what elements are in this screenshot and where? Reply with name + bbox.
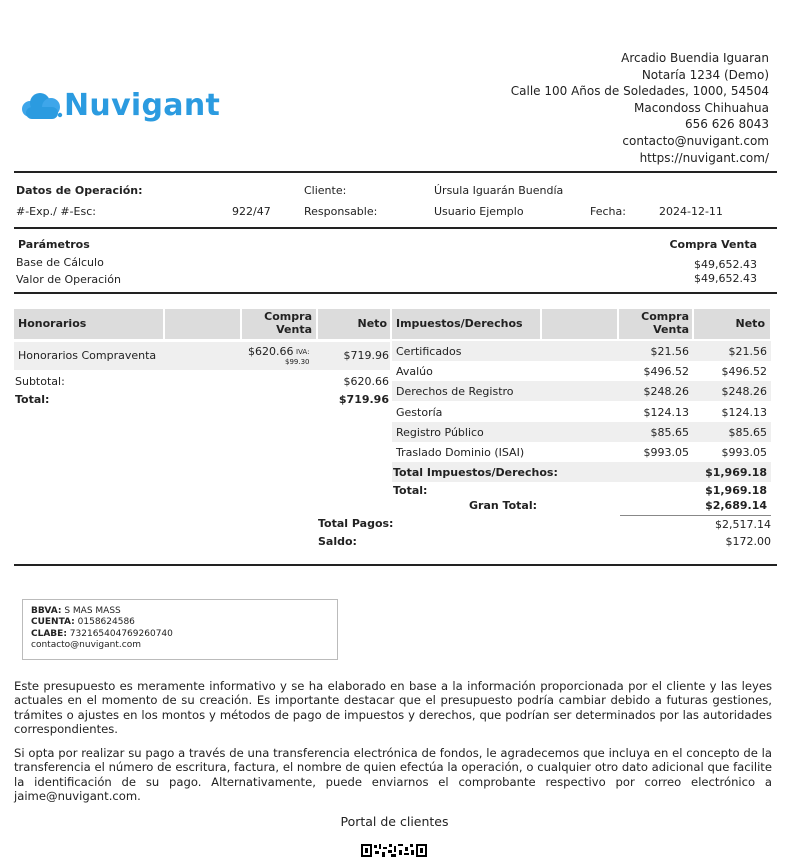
- clabe-row: [31, 629, 329, 640]
- account-label: CUENTA:: [31, 617, 75, 628]
- grand-total-value: $2,689.14: [705, 499, 767, 512]
- issuer-city: Macondoss Chihuahua: [634, 100, 769, 115]
- fee-iva-label: IVA:: [296, 348, 310, 356]
- tax-amount: $248.26: [643, 385, 689, 398]
- taxes-header-type: Compra Venta: [641, 310, 689, 336]
- tax-amount: $85.65: [650, 426, 689, 439]
- tax-label: Gestoría: [396, 406, 443, 419]
- date-label: Fecha:: [590, 205, 626, 218]
- fee-amount: $620.66: [248, 345, 294, 358]
- issuer-email: contacto@nuvigant.com: [622, 133, 769, 148]
- divider: [14, 227, 777, 229]
- tax-net: $993.05: [721, 446, 767, 459]
- grand-total-label: Gran Total:: [469, 499, 537, 512]
- params-title: Parámetros: [18, 238, 90, 251]
- divider: [14, 171, 777, 173]
- tax-amount: $496.52: [643, 365, 689, 378]
- issuer-website[interactable]: https://nuvigant.com/: [639, 150, 769, 165]
- fees-header-type: Compra Venta: [264, 310, 312, 336]
- fees-header-net: Neto: [357, 317, 387, 330]
- clabe-label: CLABE:: [31, 628, 67, 639]
- base-calc-label: Base de Cálculo: [16, 256, 104, 269]
- fees-header-title: Honorarios: [18, 317, 87, 330]
- tax-net: $124.13: [721, 406, 767, 419]
- tax-label: Traslado Dominio (ISAI): [396, 446, 525, 459]
- taxes-sum-label: Total:: [393, 484, 428, 497]
- bank-info-box: [22, 599, 338, 660]
- account-row: [31, 617, 329, 628]
- responsible-label: Responsable:: [304, 205, 378, 218]
- taxes-sum-value: $1,969.18: [705, 484, 767, 497]
- responsible-value: Usuario Ejemplo: [434, 205, 524, 218]
- portal-label[interactable]: Portal de clientes: [340, 814, 449, 829]
- taxes-header-cell: [542, 309, 617, 339]
- balance-label: Saldo:: [318, 535, 357, 548]
- fees-subtotal-value: $620.66: [343, 375, 389, 388]
- issuer-phone: 656 626 8043: [685, 117, 769, 132]
- divider: [14, 292, 777, 294]
- taxes-total-label: Total Impuestos/Derechos:: [393, 466, 558, 479]
- fees-total-label: Total:: [15, 393, 50, 406]
- transfer-paragraph: Si opta por realizar su pago a través de una transferencia electrónica de fondos, le agradecemos que incluya en el concepto de la transferencia el número de escritura, factura, el nombre de quien efectúa la operación, o cualquier otro dato adicional que facilite la identificación de su pago. Alternativamente, puede enviarnos el comprobante respectivo por correo electrónico a jaime@nuvigant.com.: [14, 746, 772, 804]
- tax-net: $21.56: [728, 345, 767, 358]
- issuer-notary: Notaría 1234 (Demo): [641, 67, 769, 82]
- divider: [14, 564, 777, 566]
- client-label: Cliente:: [304, 184, 347, 197]
- tax-net: $85.65: [728, 426, 767, 439]
- fee-iva-value: $99.30: [285, 358, 310, 366]
- operation-value-label: Valor de Operación: [16, 273, 121, 286]
- taxes-total-value: $1,969.18: [705, 466, 767, 479]
- balance-value: $172.00: [725, 535, 771, 548]
- tax-amount: $21.56: [650, 345, 689, 358]
- clabe-value: 732165404769260740: [69, 628, 173, 639]
- bank-value: S MAS MASS: [64, 606, 121, 616]
- qr-code-icon[interactable]: [361, 844, 427, 857]
- issuer-street: Calle 100 Años de Soledades, 1000, 54504: [510, 84, 769, 99]
- bank-label: BBVA:: [31, 606, 62, 616]
- tax-net: $248.26: [721, 385, 767, 398]
- payments-value: $2,517.14: [715, 518, 771, 531]
- fee-net: $719.96: [343, 349, 389, 362]
- total-underline: [620, 515, 771, 516]
- payments-label: Total Pagos:: [318, 517, 394, 530]
- base-calc-value: $49,652.43: [694, 258, 757, 271]
- exp-value: 922/47: [232, 205, 271, 218]
- company-logo: [20, 88, 220, 123]
- client-value: Úrsula Iguarán Buendía: [434, 184, 564, 197]
- fees-subtotal-label: Subtotal:: [15, 375, 65, 388]
- fees-total-value: $719.96: [338, 393, 389, 406]
- logo-text: Nuvigant: [64, 88, 221, 123]
- tax-net: $496.52: [721, 365, 767, 378]
- fee-label: Honorarios Compraventa: [18, 349, 157, 362]
- tax-amount: $993.05: [643, 446, 689, 459]
- params-operation-type: Compra Venta: [669, 238, 757, 251]
- issuer-address: [511, 50, 769, 166]
- taxes-header-net: Neto: [735, 317, 765, 330]
- tax-amount: $124.13: [643, 406, 689, 419]
- disclaimer-paragraph: Este presupuesto es meramente informativo y se ha elaborado en base a la información proporcionada por el cliente y las leyes actuales en el momento de su creación. Es importante destacar que el presupuesto podría cambiar debido a futuras gestiones, trámites o ajustes en los montos y métodos de pago de impuestos y derechos, que podrían ser determinados por las autoridades correspondientes.: [14, 679, 772, 737]
- fees-header-cell: [165, 309, 240, 339]
- bank-row: [31, 606, 329, 617]
- tax-label: Derechos de Registro: [396, 385, 514, 398]
- date-value: 2024-12-11: [659, 205, 723, 218]
- bank-email[interactable]: contacto@nuvigant.com: [31, 639, 141, 650]
- tax-label: Certificados: [396, 345, 462, 358]
- operation-value-value: $49,652.43: [694, 272, 757, 285]
- exp-label: #-Exp./ #-Esc:: [16, 205, 96, 218]
- issuer-name: Arcadio Buendia Iguaran: [621, 51, 769, 65]
- operation-title: Datos de Operación:: [16, 184, 143, 197]
- cloud-logo-icon: [20, 89, 64, 123]
- tax-label: Registro Público: [396, 426, 484, 439]
- tax-label: Avalúo: [396, 365, 433, 378]
- account-value: 0158624586: [77, 617, 135, 628]
- taxes-header-title: Impuestos/Derechos: [396, 317, 523, 330]
